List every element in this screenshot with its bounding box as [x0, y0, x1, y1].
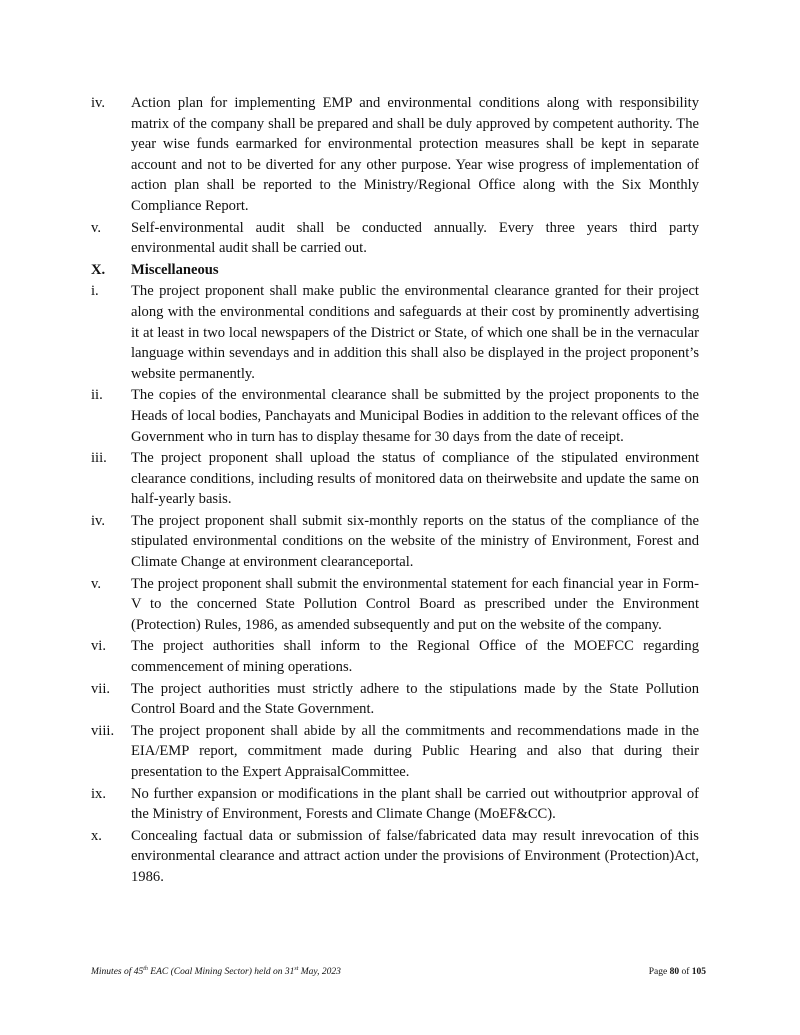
item-number: vi. [91, 638, 106, 655]
list-item [91, 448, 699, 510]
item-text: The project authorities must strictly adhere to the stipulations made by the State Pollution Control Board and the State Government. [131, 680, 699, 718]
section-number: X. [91, 261, 106, 278]
item-text: The project proponent shall submit six-monthly reports on the status of the compliance of the stipulated environmental conditions on the website of the ministry of Environment, Forest and Climate Change at environment clearanceportal. [131, 512, 699, 571]
item-text: The copies of the environmental clearance shall be submitted by the project proponents to the Heads of local bodies, Panchayats and Municipal Bodies in addition to the relevant offices of the Government who in turn has to display thesame for 30 days from the date of receipt. [131, 387, 699, 445]
item-text: The project authorities shall inform to the Regional Office of the MOEFCC regarding commencement of mining operations. [131, 638, 699, 676]
list-item [91, 93, 699, 217]
page-of: of [679, 967, 692, 977]
item-number: iv. [91, 95, 106, 111]
item-number: x. [91, 827, 102, 844]
item-text: The project proponent shall make public the environmental clearance granted for their project along with the environmental conditions and safeguards at their cost by prominently advertising it at least in two local newspapers of the District or State, of which one shall be in the vernacular language within sevendays and in addition this shall also be displayed in the project proponent’s website permanently. [131, 283, 699, 382]
list-item [91, 826, 699, 888]
footer-superscript: st [294, 965, 299, 972]
item-text: No further expansion or modifications in the plant shall be carried out withoutprior approval of the Ministry of Environment, Forests and Climate Change (MoEF&CC). [131, 785, 699, 823]
item-number: i. [91, 283, 99, 300]
item-text: The project proponent shall abide by all the commitments and recommendations made in the EIA/EMP report, commitment made during Public Hearing and also that during their presentation to the Expert AppraisalCommittee. [131, 722, 699, 780]
list-item [91, 281, 699, 384]
item-text: Action plan for implementing EMP and environmental conditions along with responsibility matrix of the company shall be prepared and shall be duly approved by competent authority. The year wise funds earmarked for environmental protection measures shall be kept in separate account and not to be diverted for any other purpose. Year wise progress of implementation of action plan shall be reported to the Ministry/Regional Office along with the Six Monthly Compliance Report. [131, 95, 699, 214]
footer-text: EAC (Coal Mining Sector) held on 31 [147, 967, 295, 977]
list-item [91, 721, 699, 783]
item-text: The project proponent shall submit the environmental statement for each financial year in Form-V to the concerned State Pollution Control Board as prescribed under the Environment (Protection) Rules, 1986, as amended subsequently and put on the website of the company. [131, 575, 699, 633]
page-number: 80 [669, 967, 680, 977]
item-number: iii. [91, 450, 107, 467]
section-title: Miscellaneous [131, 261, 219, 278]
list-item [91, 679, 699, 720]
item-number: ix. [91, 785, 106, 802]
item-number: ii. [91, 387, 103, 404]
item-text: The project proponent shall upload the status of compliance of the stipulated environment clearance conditions, including results of monitored data on theirwebsite and update the same on half-yearly basis. [131, 450, 699, 508]
item-number: v. [91, 575, 101, 592]
item-text: Concealing factual data or submission of false/fabricated data may result inrevocation of this environmental clearance and attract action under the provisions of Environment (Protection)Act, 1986. [131, 827, 699, 885]
footer-meeting-info [91, 966, 341, 978]
list-item [91, 511, 699, 573]
footer-superscript: th [143, 965, 148, 972]
list-item [91, 218, 699, 259]
page-total: 105 [691, 967, 706, 977]
list-item [91, 574, 699, 636]
list-item [91, 784, 699, 825]
page-number-label [649, 966, 706, 978]
footer-text: Minutes of 45 [91, 967, 144, 977]
item-number: iv. [91, 512, 106, 529]
list-item [91, 385, 699, 447]
item-number: v. [91, 219, 101, 236]
list-item [91, 636, 699, 677]
item-number: vii. [91, 680, 111, 697]
section-heading [91, 260, 699, 281]
page-label: Page [648, 967, 670, 977]
item-number: viii. [91, 722, 115, 739]
item-text: Self-environmental audit shall be conducted annually. Every three years third party environmental audit shall be carried out. [131, 219, 699, 257]
page-content [91, 93, 699, 889]
footer-text: May, 2023 [298, 967, 341, 977]
